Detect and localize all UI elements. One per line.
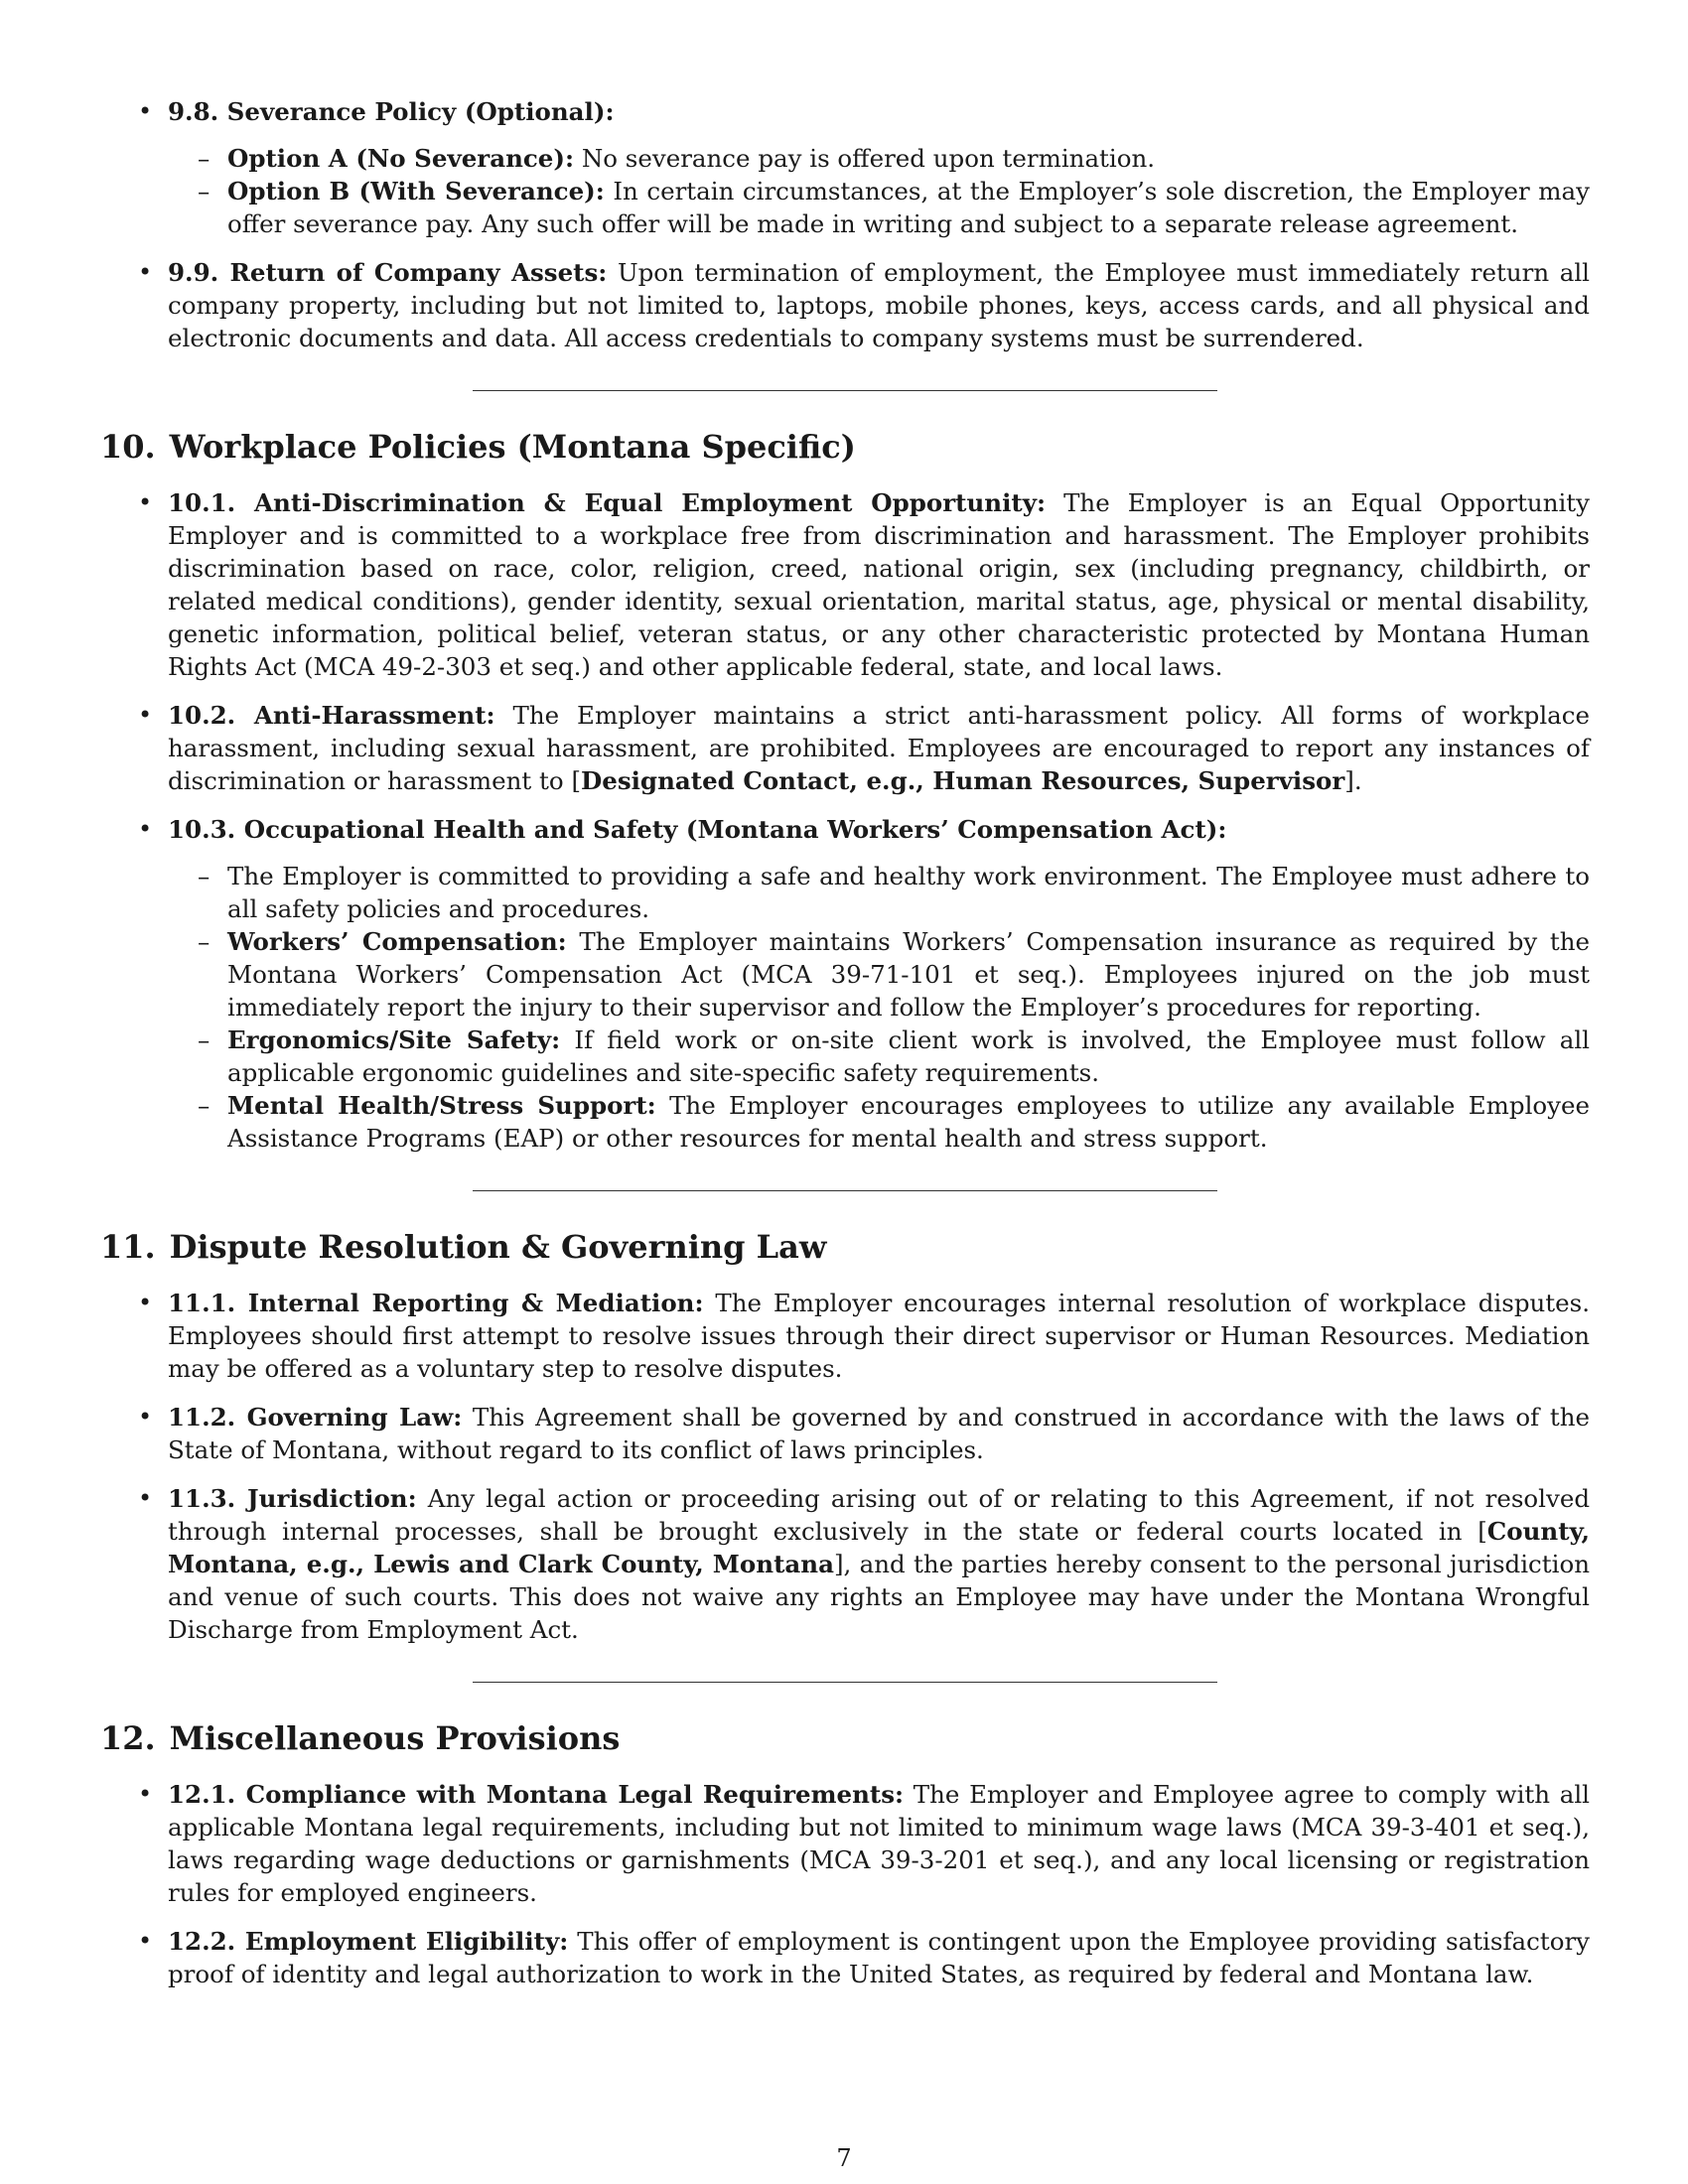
option-a bbox=[168, 142, 1590, 175]
severance-options bbox=[168, 142, 1590, 240]
clause-text: The Employer and Employee agree to comply with all applicable Montana legal requirements, including but not limited to minimum wage laws (MCA 39-3-401 et seq.), laws regarding wage deductions or garnishments (MCA 39-3-201 et seq.), and any local licensing or registration rules for employed engineers. bbox=[168, 1780, 1591, 1907]
section-divider bbox=[473, 1190, 1217, 1191]
clause-12-1 bbox=[100, 1778, 1590, 1909]
clause-10-1 bbox=[100, 486, 1590, 683]
section-number: 12. bbox=[100, 1719, 156, 1757]
document-page bbox=[100, 95, 1590, 2006]
option-b bbox=[168, 175, 1590, 240]
clause-9-8 bbox=[100, 95, 1590, 240]
clause-text: This Agreement shall be governed by and construed in accordance with the laws of the State of Montana, without regard to its conflict of laws principles. bbox=[168, 1403, 1590, 1464]
section-9-list bbox=[100, 95, 1590, 354]
safety-sublist bbox=[168, 860, 1590, 1155]
section-divider bbox=[473, 390, 1217, 391]
clause-10-2 bbox=[100, 699, 1590, 797]
clause-text: This offer of employment is contingent upon the Employee providing satisfactory proof of identity and legal authorization to work in the United States, as required by federal and Montana law. bbox=[168, 1927, 1590, 1988]
clause-11-1 bbox=[100, 1287, 1590, 1385]
clause-11-2 bbox=[100, 1401, 1590, 1466]
clause-text: Upon termination of employment, the Employee must immediately return all company property, including but not limited to, laptops, mobile phones, keys, access cards, and all physical and electronic documents and data. All access credentials to company systems must be surrendered. bbox=[168, 258, 1591, 352]
section-title: Dispute Resolution & Governing Law bbox=[169, 1228, 827, 1266]
clause-label: 9.9. Return of Company Assets: bbox=[168, 258, 608, 287]
item-label: Mental Health/Stress Support: bbox=[227, 1091, 656, 1120]
clause-11-3 bbox=[100, 1482, 1590, 1646]
clause-label: 11.3. Jurisdiction: bbox=[168, 1484, 417, 1513]
clause-label: 11.2. Governing Law: bbox=[168, 1403, 463, 1432]
clause-label: 10.3. Occupational Health and Safety (Montana Workers’ Compensation Act): bbox=[168, 815, 1227, 844]
clause-text: The Employer is an Equal Opportunity Employer and is committed to a workplace free from discrimination and harassment. The Employer prohibits discrimination based on race, color, religion, creed, national origin, sex (including pregnancy, childbirth, or related medical conditions), gender identity, sexual orientation, marital status, age, physical or mental disability, genetic information, political belief, veteran status, or any other characteristic protected by Montana Human Rights Act (MCA 49-2-303 et seq.) and other applicable federal, state, and local laws. bbox=[168, 488, 1590, 681]
safety-item-ergonomics bbox=[168, 1024, 1590, 1089]
safety-item-mental-health bbox=[168, 1089, 1590, 1155]
option-text: In certain circumstances, at the Employer’s sole discretion, the Employer may offer severance pay. Any such offer will be made in writing and subject to a separate release agreement. bbox=[227, 177, 1590, 238]
clause-text-end: ], and the parties hereby consent to the personal jurisdiction and venue of such courts. This does not waive any rights an Employee may have under the Montana Wrongful Discharge from Employment Act. bbox=[168, 1550, 1590, 1644]
section-12-list bbox=[100, 1778, 1590, 1990]
option-label: Option A (No Severance): bbox=[227, 144, 575, 173]
placeholder-county: County, Montana, e.g., Lewis and Clark County, Montana bbox=[168, 1517, 1590, 1578]
clause-10-3 bbox=[100, 813, 1590, 1155]
section-10-list bbox=[100, 486, 1590, 1155]
clause-text: The Employer maintains a strict anti-harassment policy. All forms of workplace harassment, including sexual harassment, are prohibited. Employees are encouraged to report any instances of discrimination or harassment to [ bbox=[168, 701, 1591, 795]
item-text: The Employer is committed to providing a safe and healthy work environment. The Employee must adhere to all safety policies and procedures. bbox=[227, 862, 1590, 923]
section-heading-10 bbox=[100, 427, 1590, 467]
section-number: 11. bbox=[100, 1228, 156, 1266]
clause-text: Any legal action or proceeding arising out of or relating to this Agreement, if not resolved through internal processes, shall be brought exclusively in the state or federal courts located in [ bbox=[168, 1484, 1591, 1546]
item-text: If field work or on-site client work is involved, the Employee must follow all applicable ergonomic guidelines and site-specific safety requirements. bbox=[227, 1025, 1590, 1087]
section-heading-12 bbox=[100, 1718, 1590, 1758]
section-title: Workplace Policies (Montana Specific) bbox=[169, 428, 856, 466]
clause-label: 10.2. Anti-Harassment: bbox=[168, 701, 495, 730]
section-title: Miscellaneous Provisions bbox=[169, 1719, 621, 1757]
item-label: Workers’ Compensation: bbox=[227, 927, 567, 956]
page-number: 7 bbox=[836, 2144, 852, 2172]
section-heading-11 bbox=[100, 1227, 1590, 1267]
item-text: The Employer encourages employees to utilize any available Employee Assistance Programs (EAP) or other resources for mental health and stress support. bbox=[227, 1091, 1590, 1153]
clause-label: 9.8. Severance Policy (Optional): bbox=[168, 97, 615, 126]
clause-label: 12.2. Employment Eligibility: bbox=[168, 1927, 569, 1956]
option-text: No severance pay is offered upon termination. bbox=[574, 144, 1156, 173]
section-divider bbox=[473, 1682, 1217, 1683]
clause-12-2 bbox=[100, 1925, 1590, 1990]
section-number: 10. bbox=[100, 428, 156, 466]
section-11-list bbox=[100, 1287, 1590, 1646]
safety-item-general bbox=[168, 860, 1590, 925]
item-text: The Employer maintains Workers’ Compensation insurance as required by the Montana Workers’ Compensation Act (MCA 39-71-101 et seq.). Employees injured on the job must immediately report the injury to their supervisor and follow the Employer’s procedures for reporting. bbox=[227, 927, 1590, 1022]
clause-label: 10.1. Anti-Discrimination & Equal Employment Opportunity: bbox=[168, 488, 1046, 517]
clause-text: The Employer encourages internal resolution of workplace disputes. Employees should first attempt to resolve issues through their direct supervisor or Human Resources. Mediation may be offered as a voluntary step to resolve disputes. bbox=[168, 1289, 1590, 1383]
safety-item-workers-comp bbox=[168, 925, 1590, 1024]
option-label: Option B (With Severance): bbox=[227, 177, 605, 205]
clause-text-end: ]. bbox=[1344, 766, 1362, 795]
placeholder-contact: Designated Contact, e.g., Human Resources, Supervisor bbox=[581, 766, 1345, 795]
clause-label: 12.1. Compliance with Montana Legal Requirements: bbox=[168, 1780, 905, 1809]
clause-9-9 bbox=[100, 256, 1590, 354]
item-label: Ergonomics/Site Safety: bbox=[227, 1025, 561, 1054]
clause-label: 11.1. Internal Reporting & Mediation: bbox=[168, 1289, 704, 1317]
